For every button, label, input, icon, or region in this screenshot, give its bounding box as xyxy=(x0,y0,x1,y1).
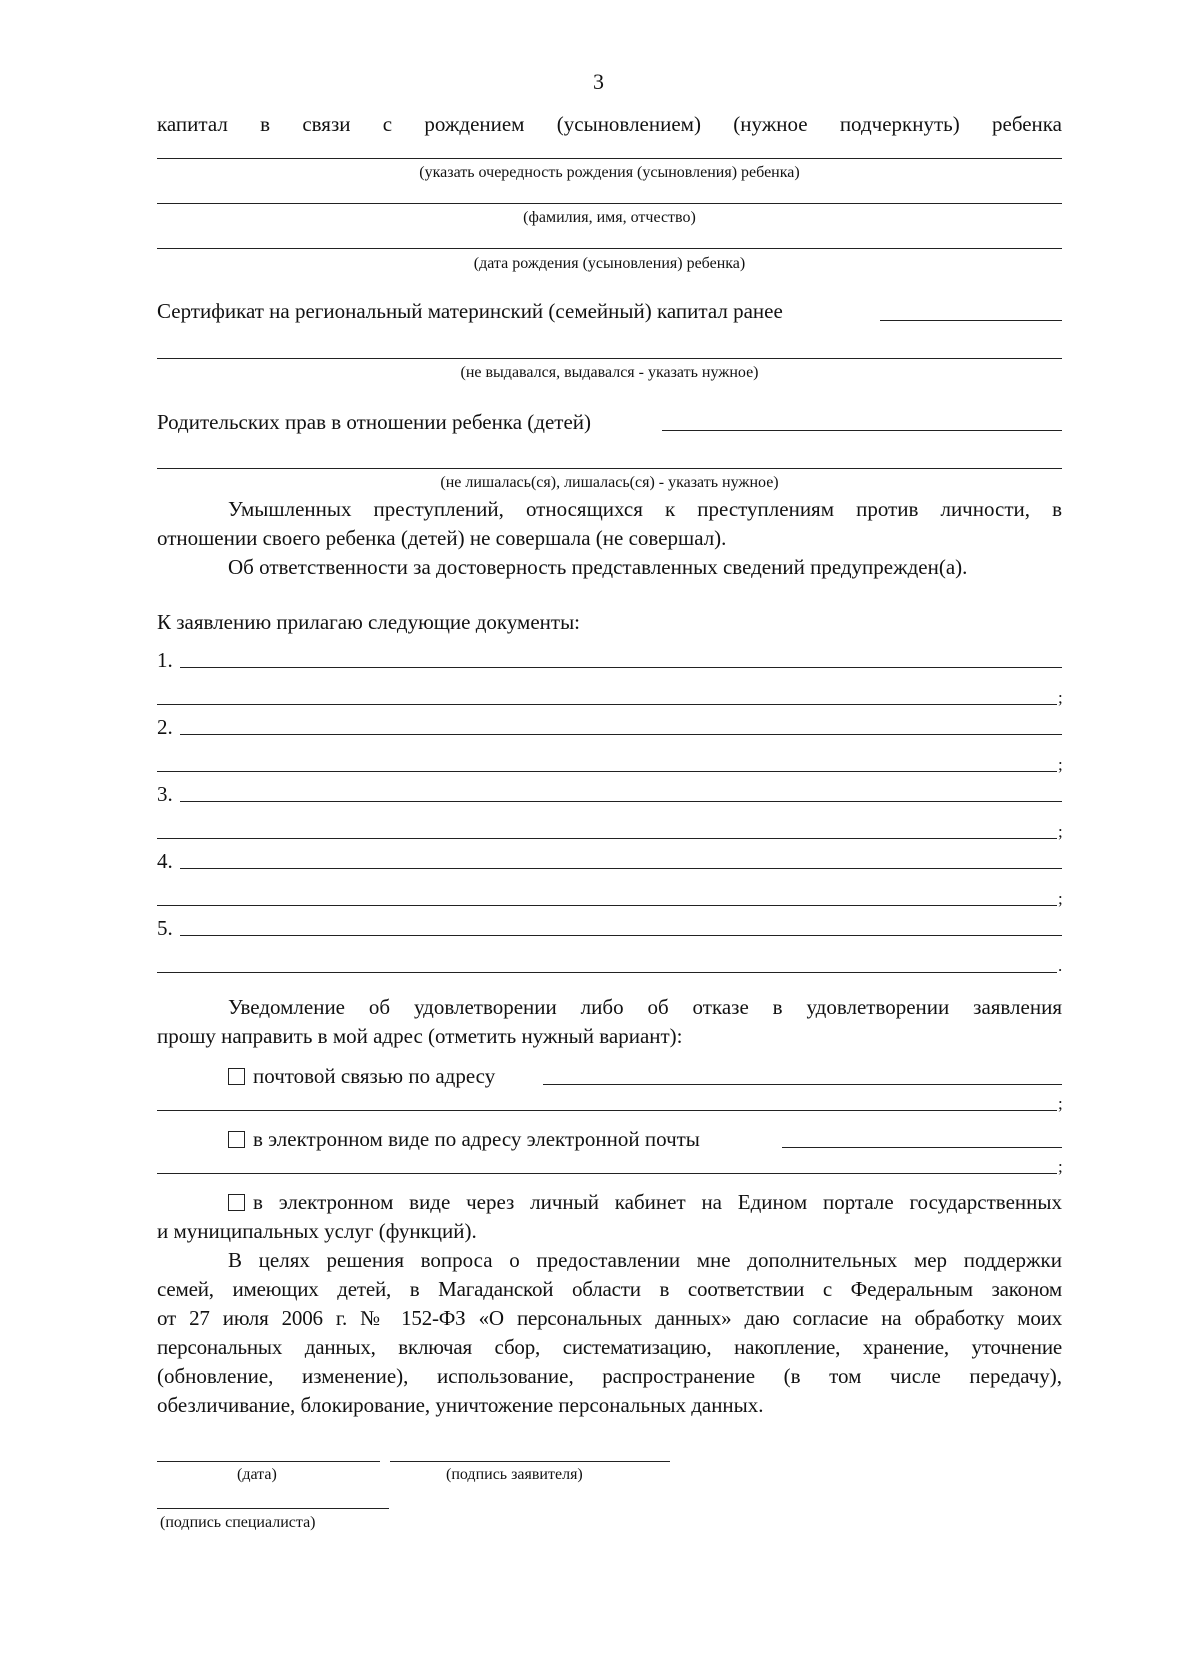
mail-address-field[interactable] xyxy=(543,1084,1062,1085)
mail-address-separator: ; xyxy=(1058,1094,1063,1113)
attachment-number-5: 5. xyxy=(157,916,173,940)
option-portal-line-2: и муниципальных услуг (функций). xyxy=(157,1219,477,1243)
parental-rights-label: Родительских прав в отношении ребенка (детей) xyxy=(157,410,591,434)
attachment-field-1[interactable] xyxy=(180,667,1062,668)
attachment-number-2: 2. xyxy=(157,715,173,739)
certificate-field[interactable] xyxy=(880,320,1062,321)
option-mail[interactable] xyxy=(228,1062,495,1090)
attachments-label: К заявлению прилагаю следующие документы: xyxy=(157,610,581,634)
parental-rights-caption: (не лишалась(ся), лишалась(ся) - указать нужное) xyxy=(440,474,779,491)
attachment-number-1: 1. xyxy=(157,648,173,672)
attachment-number-4: 4. xyxy=(157,849,173,873)
child-intro-line: капитал в связи с рождением (усыновлением) (нужное подчеркнуть) ребенка xyxy=(157,112,1062,136)
email-address-field-continued[interactable] xyxy=(157,1173,1057,1174)
specialist-signature-field[interactable] xyxy=(157,1508,389,1509)
option-portal[interactable] xyxy=(228,1188,1062,1216)
portal-checkbox[interactable] xyxy=(228,1194,245,1211)
consent-line-3: от 27 июля 2006 г. № 152-ФЗ «О персональных данных» даю согласие на обработку моих xyxy=(157,1306,1062,1330)
crimes-line-1: Умышленных преступлений, относящихся к преступлениям против личности, в xyxy=(228,497,1062,521)
option-mail-label: почтовой связью по адресу xyxy=(253,1064,496,1088)
attachment-number-3: 3. xyxy=(157,782,173,806)
parental-rights-field[interactable] xyxy=(662,430,1062,431)
consent-line-1: В целях решения вопроса о предоставлении мне дополнительных мер поддержки xyxy=(228,1248,1062,1272)
child-birthdate-field[interactable] xyxy=(157,248,1062,249)
attachment-separator-1: ; xyxy=(1058,688,1063,707)
child-name-caption: (фамилия, имя, отчество) xyxy=(523,209,696,226)
certificate-field-continued[interactable] xyxy=(157,358,1062,359)
parental-rights-field-continued[interactable] xyxy=(157,468,1062,469)
crimes-line-2: отношении своего ребенка (детей) не совершала (не совершал). xyxy=(157,526,727,550)
mail-checkbox[interactable] xyxy=(228,1068,245,1085)
child-name-field[interactable] xyxy=(157,203,1062,204)
mail-address-field-continued[interactable] xyxy=(157,1110,1057,1111)
attachment-field-5[interactable] xyxy=(180,935,1062,936)
email-checkbox[interactable] xyxy=(228,1131,245,1148)
email-address-separator: ; xyxy=(1058,1157,1063,1176)
applicant-signature-caption: (подпись заявителя) xyxy=(446,1466,583,1483)
attachment-field-2[interactable] xyxy=(180,734,1062,735)
applicant-signature-field[interactable] xyxy=(390,1461,670,1462)
option-email[interactable] xyxy=(228,1125,700,1153)
page-number: 3 xyxy=(593,69,604,94)
date-field[interactable] xyxy=(157,1461,380,1462)
attachment-field-3-continued[interactable] xyxy=(157,838,1057,839)
consent-line-4: персональных данных, включая сбор, систематизацию, накопление, хранение, уточнение xyxy=(157,1335,1062,1359)
consent-line-2: семей, имеющих детей, в Магаданской области в соответствии с Федеральным законом xyxy=(157,1277,1062,1301)
attachment-field-3[interactable] xyxy=(180,801,1062,802)
attachment-field-2-continued[interactable] xyxy=(157,771,1057,772)
attachment-separator-3: ; xyxy=(1058,822,1063,841)
certificate-label: Сертификат на региональный материнский (семейный) капитал ранее xyxy=(157,299,783,323)
child-order-caption: (указать очередность рождения (усыновления) ребенка) xyxy=(419,164,800,181)
specialist-signature-caption: (подпись специалиста) xyxy=(160,1514,316,1531)
certificate-caption: (не выдавался, выдавался - указать нужное) xyxy=(460,364,759,381)
notification-line-1: Уведомление об удовлетворении либо об отказе в удовлетворении заявления xyxy=(228,995,1062,1019)
option-email-label: в электронном виде по адресу электронной почты xyxy=(253,1127,700,1151)
attachment-separator-4: ; xyxy=(1058,889,1063,908)
child-order-field[interactable] xyxy=(157,158,1062,159)
date-caption: (дата) xyxy=(237,1466,277,1483)
attachment-field-1-continued[interactable] xyxy=(157,704,1057,705)
consent-line-5: (обновление, изменение), использование, распространение (в том числе передачу), xyxy=(157,1364,1062,1388)
attachment-field-4[interactable] xyxy=(180,868,1062,869)
attachment-field-4-continued[interactable] xyxy=(157,905,1057,906)
option-portal-label: в электронном виде через личный кабинет на Едином портале государственных xyxy=(253,1190,1062,1214)
attachment-separator-2: ; xyxy=(1058,755,1063,774)
attachment-end-mark: . xyxy=(1058,956,1063,975)
attachment-field-5-continued[interactable] xyxy=(157,972,1057,973)
notification-line-2: прошу направить в мой адрес (отметить нужный вариант): xyxy=(157,1024,683,1048)
consent-line-6: обезличивание, блокирование, уничтожение персональных данных. xyxy=(157,1393,764,1417)
email-address-field[interactable] xyxy=(782,1147,1062,1148)
responsibility-statement: Об ответственности за достоверность представленных сведений предупрежден(а). xyxy=(228,555,968,579)
child-birthdate-caption: (дата рождения (усыновления) ребенка) xyxy=(473,255,746,272)
